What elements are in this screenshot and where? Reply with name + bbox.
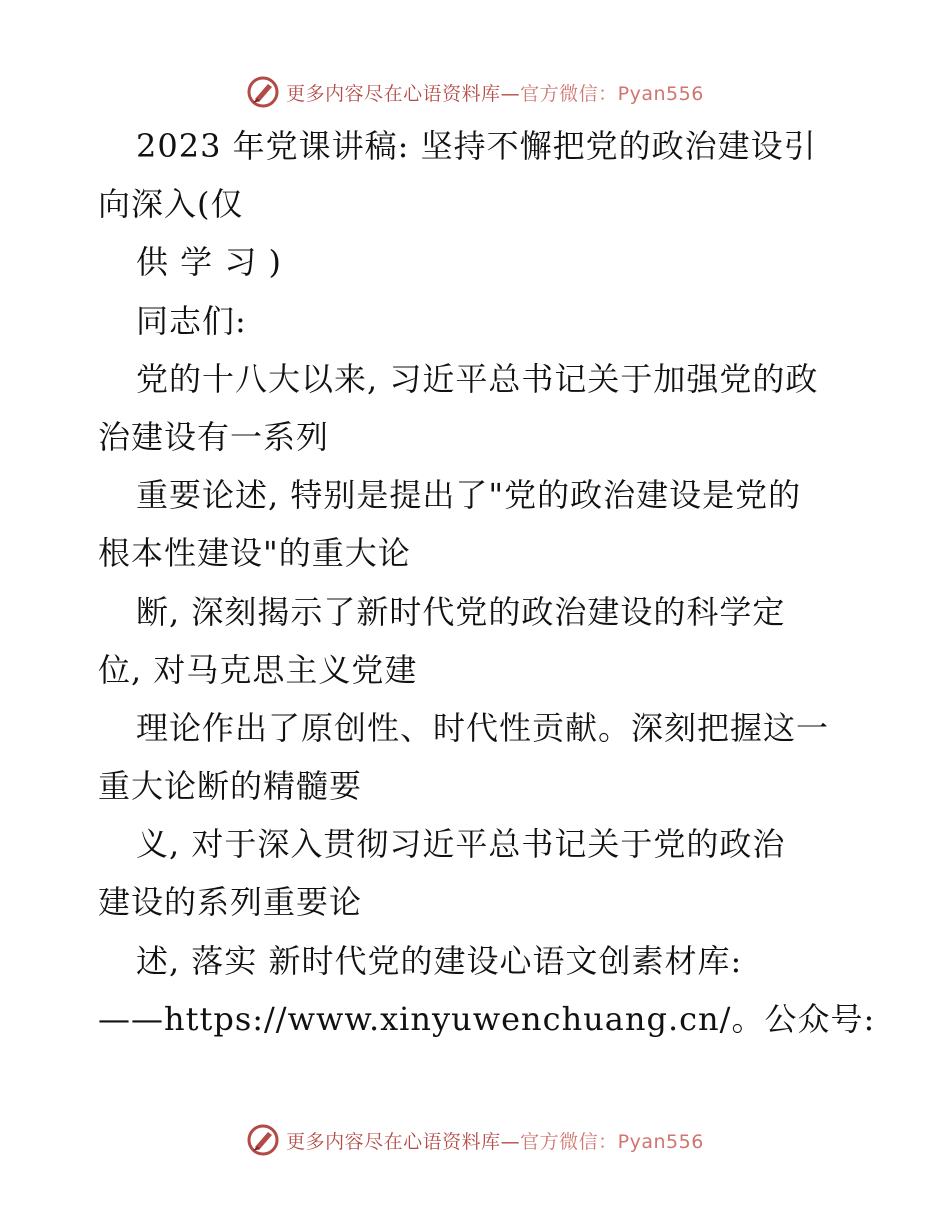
banner-text: 更多内容尽在心语资料库—官方微信：Pyan556 bbox=[286, 82, 704, 105]
banner-wechat: 官方微信：Pyan556 bbox=[520, 1130, 704, 1153]
footer-banner bbox=[0, 1120, 950, 1160]
paragraph-line: 重要论述, 特别是提出了"党的政治建设是党的 bbox=[136, 476, 802, 515]
paragraph-line: 理论作出了原创性、时代性贡献。深刻把握这一 bbox=[136, 708, 830, 747]
paragraph-line: 建设的系列重要论 bbox=[98, 883, 363, 922]
banner-wechat: 官方微信：Pyan556 bbox=[520, 82, 704, 105]
title-line-3: 供 学 习 ) bbox=[136, 243, 283, 282]
paragraph-line: 治建设有一系列 bbox=[98, 417, 330, 456]
paragraph-line: 义, 对于深入贯彻习近平总书记关于党的政治 bbox=[136, 825, 786, 864]
title-line-1: 2023 年党课讲稿: 坚持不懈把党的政治建设引 bbox=[136, 127, 817, 165]
paragraph-line: 重大论断的精髓要 bbox=[98, 767, 363, 806]
logo-icon bbox=[246, 1123, 280, 1157]
paragraph-line: 根本性建设"的重大论 bbox=[98, 534, 411, 573]
logo-icon bbox=[246, 75, 280, 109]
banner-text: 更多内容尽在心语资料库—官方微信：Pyan556 bbox=[286, 1130, 704, 1153]
paragraph-line: 位, 对马克思主义党建 bbox=[98, 650, 418, 689]
document-body bbox=[98, 117, 876, 1048]
paragraph-line: 述, 落实 新时代党的建设心语文创素材库: bbox=[136, 941, 743, 980]
title-line-2: 向深入(仅 bbox=[98, 185, 244, 224]
paragraph-line: 断, 深刻揭示了新时代党的政治建设的科学定 bbox=[136, 592, 786, 631]
url-line[interactable]: ——https://www.xinyuwenchuang.cn/。公众号: bbox=[98, 999, 876, 1038]
paragraph-line: 党的十八大以来, 习近平总书记关于加强党的政 bbox=[136, 359, 819, 398]
greeting: 同志们: bbox=[136, 301, 247, 340]
header-banner bbox=[0, 72, 950, 112]
